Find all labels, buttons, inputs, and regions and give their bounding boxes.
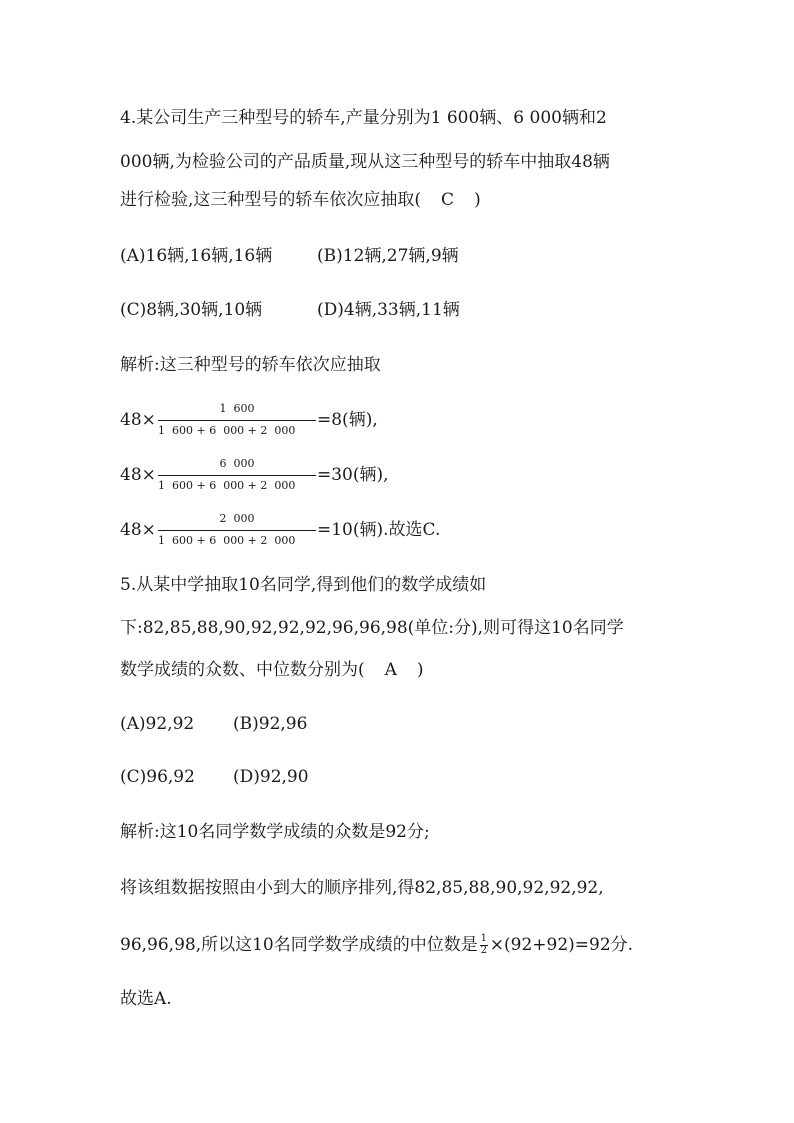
calc-result: =8(辆), xyxy=(317,410,378,430)
q4-option-d: (D)4辆,33辆,11辆 xyxy=(317,300,460,320)
q4-options-row-1 xyxy=(120,246,459,266)
calc-result: =30(辆), xyxy=(317,465,389,485)
half-fraction xyxy=(479,934,489,956)
fraction xyxy=(158,400,316,440)
q5-stem-prefix: 数学成绩的众数、中位数分别为( xyxy=(120,660,365,680)
q4-solution-intro: 解析:这三种型号的轿车依次应抽取 xyxy=(120,355,381,375)
fraction-denominator: 1 600 + 6 000 + 2 000 xyxy=(158,479,296,492)
q5-option-d: (D)92,90 xyxy=(233,767,309,787)
fraction-numerator: 6 000 xyxy=(219,457,255,470)
fraction-bar xyxy=(158,475,316,476)
q5-stem-suffix: ) xyxy=(416,660,424,680)
q4-option-c: (C)8辆,30辆,10辆 xyxy=(120,300,263,320)
q5-options-row-1 xyxy=(120,714,308,734)
fraction-bar xyxy=(158,420,316,421)
q5-stem-line-3 xyxy=(120,660,424,680)
calc-result: =10(辆).故选C. xyxy=(317,520,441,540)
half-numerator: 1 xyxy=(480,933,487,944)
q5-solution-suffix: ×(92+92)=92分. xyxy=(489,935,634,955)
q4-stem-line-1: 4.某公司生产三种型号的轿车,产量分别为1 600辆、6 000辆和2 xyxy=(120,108,607,128)
q5-option-b: (B)92,96 xyxy=(233,714,308,734)
q4-options-row-2 xyxy=(120,300,460,320)
fraction-numerator: 2 000 xyxy=(219,512,255,525)
q4-answer: C xyxy=(441,190,455,210)
q5-solution-prefix: 96,96,98,所以这10名同学数学成绩的中位数是 xyxy=(120,935,478,955)
q5-stem-line-1: 5.从某中学抽取10名同学,得到他们的数学成绩如 xyxy=(120,575,487,595)
q5-stem-line-2: 下:82,85,88,90,92,92,92,96,96,98(单位:分),则可得这10名同学 xyxy=(120,618,624,638)
q4-stem-prefix: 进行检验,这三种型号的轿车依次应抽取( xyxy=(120,190,422,210)
calc-multiplier: 48× xyxy=(120,520,156,540)
fraction-denominator: 1 600 + 6 000 + 2 000 xyxy=(158,534,296,547)
fraction xyxy=(158,455,316,495)
calc-multiplier: 48× xyxy=(120,465,156,485)
fraction-bar xyxy=(158,530,316,531)
fraction-denominator: 1 600 + 6 000 + 2 000 xyxy=(158,424,296,437)
q4-option-b: (B)12辆,27辆,9辆 xyxy=(317,246,459,266)
q5-option-a: (A)92,92 xyxy=(120,714,195,734)
q5-options-row-2 xyxy=(120,767,309,787)
fraction-numerator: 1 600 xyxy=(219,402,255,415)
fraction xyxy=(158,510,316,550)
half-denominator: 2 xyxy=(480,945,487,956)
q4-stem-line-3 xyxy=(120,190,481,210)
calc-multiplier: 48× xyxy=(120,410,156,430)
q5-answer: A xyxy=(384,660,397,680)
q5-option-c: (C)96,92 xyxy=(120,767,195,787)
q5-solution-line-3 xyxy=(120,934,633,956)
q4-stem-suffix: ) xyxy=(474,190,481,210)
q5-solution-line-1: 解析:这10名同学数学成绩的众数是92分; xyxy=(120,822,430,842)
q5-conclusion: 故选A. xyxy=(120,989,172,1009)
q4-option-a: (A)16辆,16辆,16辆 xyxy=(120,246,273,266)
q5-solution-line-2: 将该组数据按照由小到大的顺序排列,得82,85,88,90,92,92,92, xyxy=(120,878,604,898)
q4-stem-line-2: 000辆,为检验公司的产品质量,现从这三种型号的轿车中抽取48辆 xyxy=(120,152,610,172)
